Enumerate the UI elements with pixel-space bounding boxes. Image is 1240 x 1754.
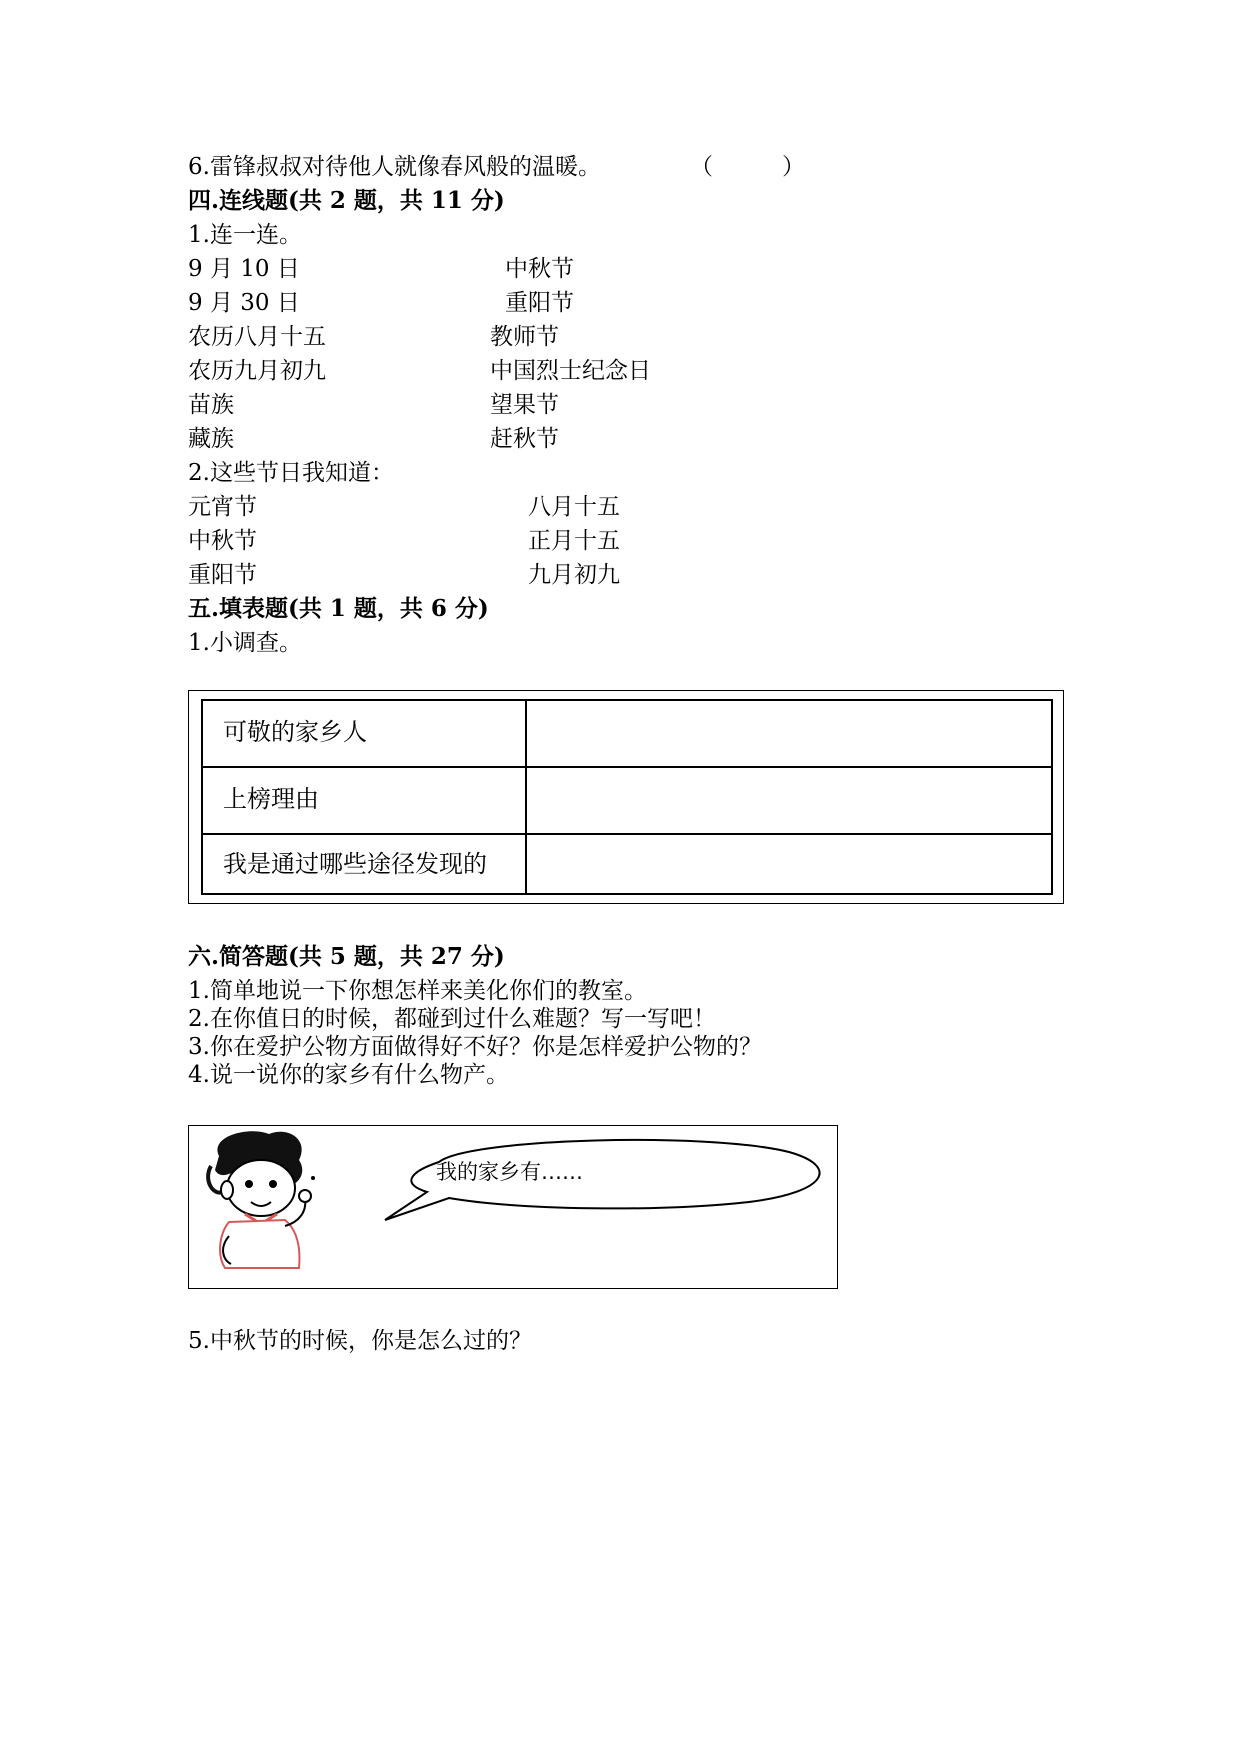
match-right-2: 重阳节 <box>505 290 574 316</box>
illustration-box <box>188 1125 838 1289</box>
s4-q2-prompt: 2.这些节日我知道： <box>188 460 394 486</box>
table-row-label: 我是通过哪些途径发现的 <box>223 850 487 878</box>
s6-question-5: 5.中秋节的时候，你是怎么过的？ <box>188 1328 532 1354</box>
match-right-1: 中秋节 <box>505 256 574 282</box>
s6-question-4: 4.说一说你的家乡有什么物产。 <box>188 1062 509 1088</box>
festival-right-1: 八月十五 <box>528 494 620 520</box>
s6-question-2: 2.在你值日的时候，都碰到过什么难题？写一写吧！ <box>188 1006 716 1032</box>
festival-left-3: 重阳节 <box>188 562 257 588</box>
survey-table-frame <box>188 690 1064 904</box>
s6-question-1: 1.简单地说一下你想怎样来美化你们的教室。 <box>188 978 647 1004</box>
s6-question-3: 3.你在爱护公物方面做得好不好？你是怎样爱护公物的？ <box>188 1034 762 1060</box>
festival-left-1: 元宵节 <box>188 494 257 520</box>
section-6-heading: 六.简答题(共 5 题，共 27 分) <box>188 943 505 970</box>
table-row <box>203 701 1051 768</box>
child-illustration <box>189 1126 837 1288</box>
match-right-3: 教师节 <box>490 324 559 350</box>
section-4-heading: 四.连线题(共 2 题，共 11 分) <box>188 187 505 214</box>
festival-right-2: 正月十五 <box>528 528 620 554</box>
question-6: 6.雷锋叔叔对待他人就像春风般的温暖。 <box>188 154 601 180</box>
match-left-1: 9 月 10 日 <box>188 256 300 282</box>
table-row-label: 可敬的家乡人 <box>223 718 367 746</box>
table-row <box>203 835 1051 893</box>
match-right-5: 望果节 <box>490 392 559 418</box>
speech-bubble-text: 我的家乡有…… <box>436 1160 583 1184</box>
survey-table <box>201 699 1053 895</box>
match-left-5: 苗族 <box>188 392 234 418</box>
answer-parentheses: （ ） <box>690 154 805 180</box>
festival-left-2: 中秋节 <box>188 528 257 554</box>
table-row-label: 上榜理由 <box>223 785 319 813</box>
match-left-2: 9 月 30 日 <box>188 290 300 316</box>
table-row <box>203 768 1051 835</box>
s5-q1-prompt: 1.小调查。 <box>188 630 302 656</box>
s4-q1-prompt: 1.连一连。 <box>188 222 302 248</box>
festival-right-3: 九月初九 <box>528 562 620 588</box>
match-right-6: 赶秋节 <box>490 426 559 452</box>
section-5-heading: 五.填表题(共 1 题，共 6 分) <box>188 595 489 622</box>
match-left-4: 农历九月初九 <box>188 358 326 384</box>
match-left-3: 农历八月十五 <box>188 324 326 350</box>
match-left-6: 藏族 <box>188 426 234 452</box>
match-right-4: 中国烈士纪念日 <box>490 358 651 384</box>
